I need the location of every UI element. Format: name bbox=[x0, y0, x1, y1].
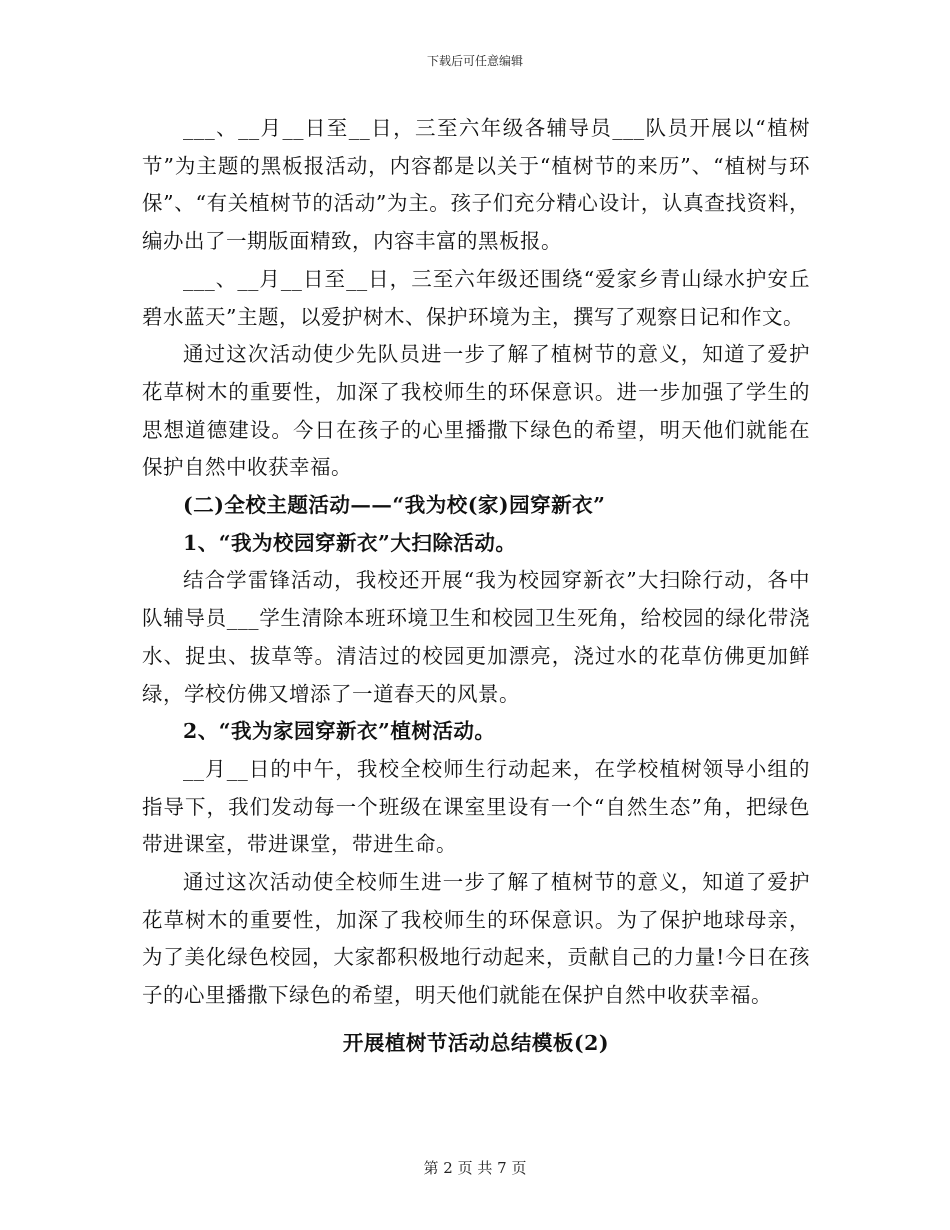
next-document-title: 开展植树节活动总结模板(2) bbox=[342, 1030, 610, 1055]
subheading-tree-planting: 2、“我为家园穿新衣”植树活动。 bbox=[183, 719, 496, 744]
paragraph-diary-activity: ___、__月__日至__日，三至六年级还围绕“爱家乡青山绿水护安丘碧水蓝天”主题，以爱护树木、保护环境为主，撰写了观察日记和作文。 bbox=[142, 266, 810, 329]
paragraph-activity-summary: 通过这次活动使少先队员进一步了解了植树节的意义，知道了爱护花草树木的重要性，加深了我校师生的环保意识。进一步加强了学生的思想道德建设。今日在孩子的心里播撒下绿色的希望，明天他们就能在保护自然中收获幸福。 bbox=[142, 342, 810, 480]
paragraph-blackboard-activity: ___、__月__日至__日，三至六年级各辅导员___队员开展以“植树节”为主题的黑板报活动，内容都是以关于“植树节的来历”、“植树与环保”、“有关植树节的活动”为主。孩子们充分精心设计，认真查找资料，编办出了一期版面精致，内容丰富的黑板报。 bbox=[142, 116, 810, 254]
paragraph-tree-planting: __月__日的中午，我校全校师生行动起来，在学校植树领导小组的指导下，我们发动每一个班级在课室里设有一个“自然生态”角，把绿色带进课室，带进课堂，带进生命。 bbox=[142, 756, 810, 857]
page-header-note: 下载后可任意编辑 bbox=[426, 54, 523, 68]
paragraph-cleanup-activity: 结合学雷锋活动，我校还开展“我为校园穿新衣”大扫除行动，各中队辅导员___学生清除本班环境卫生和校园卫生死角，给校园的绿化带浇水、捉虫、拔草等。清洁过的校园更加漂亮，浇过水的花草仿佛更加鲜绿，学校仿佛又增添了一道春天的风景。 bbox=[142, 568, 810, 706]
subheading-cleanup-activity: 1、“我为校园穿新衣”大扫除活动。 bbox=[183, 530, 517, 555]
document-body bbox=[142, 110, 810, 1063]
page-number-footer: 第 2 页 共 7 页 bbox=[423, 1159, 527, 1177]
section-heading-school-theme: (二)全校主题活动——“我为校(家)园穿新衣” bbox=[183, 493, 606, 518]
paragraph-closing: 通过这次活动使全校师生进一步了解了植树节的意义，知道了爱护花草树木的重要性，加深了我校师生的环保意识。为了保护地球母亲，为了美化绿色校园，大家都积极地行动起来，贡献自己的力量!今日在孩子的心里播撒下绿色的希望，明天他们就能在保护自然中收获幸福。 bbox=[142, 870, 810, 1008]
